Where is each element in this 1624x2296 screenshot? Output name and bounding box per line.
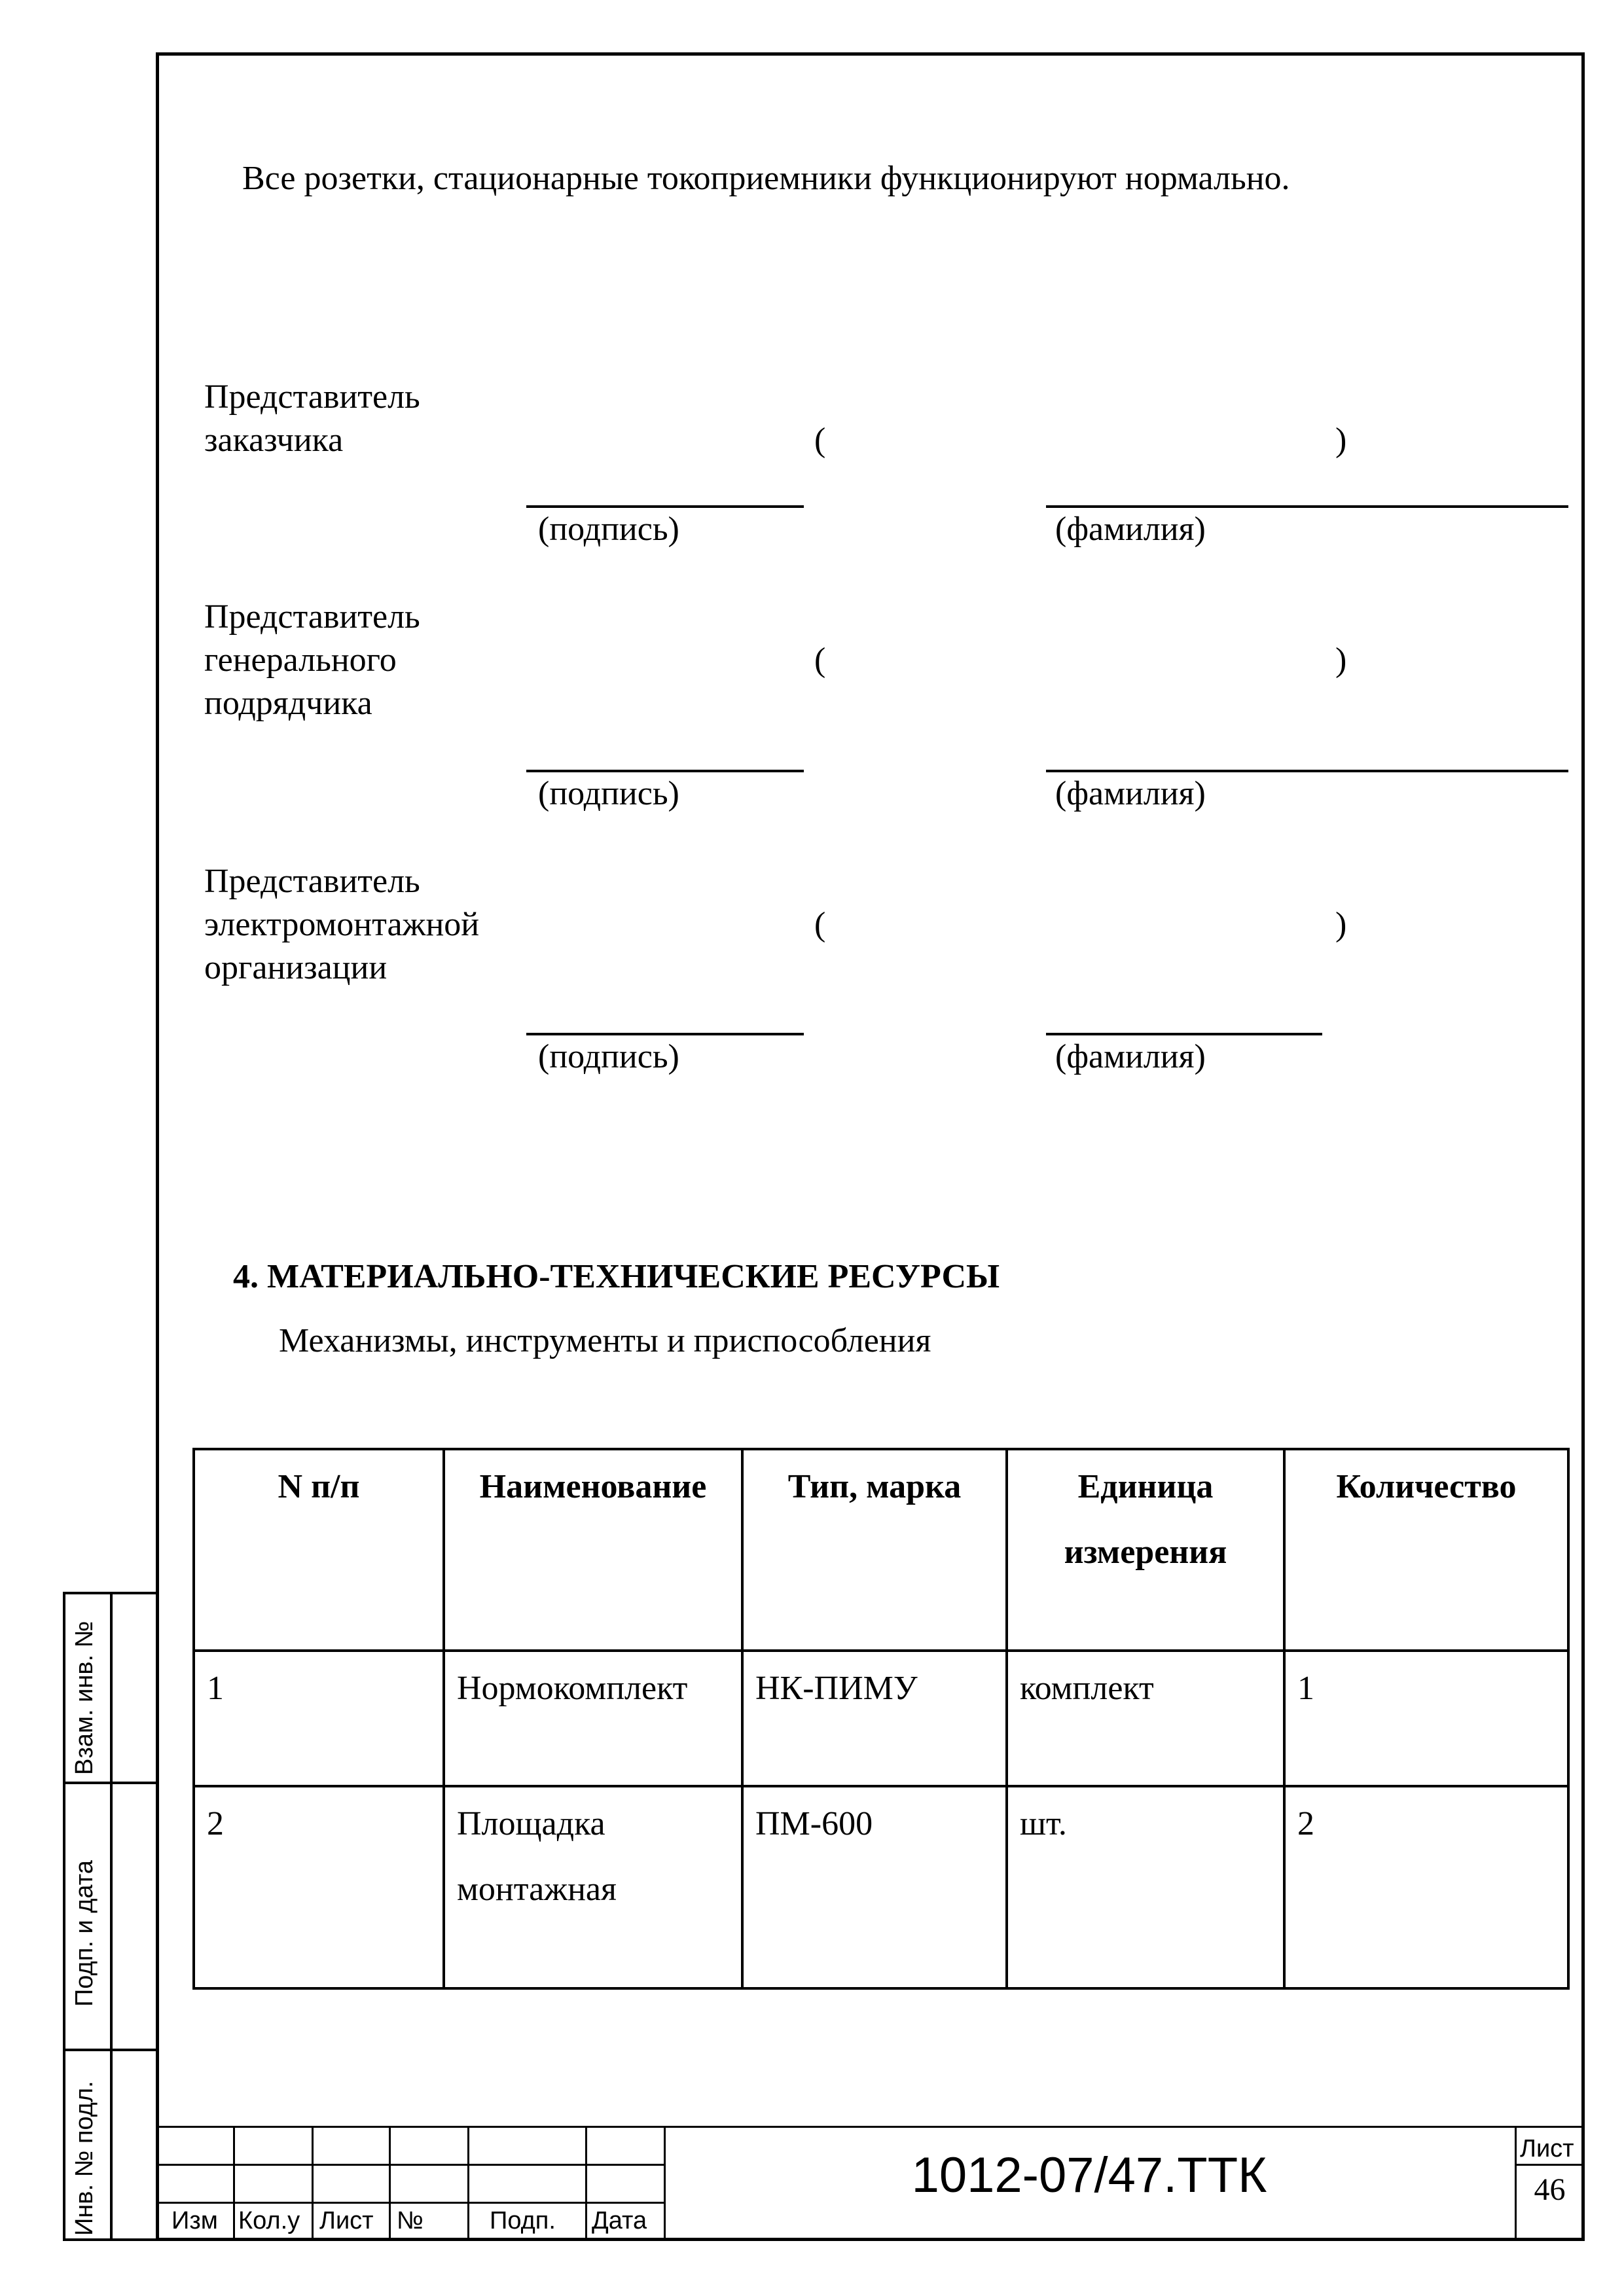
side-stamp-divider	[110, 1592, 113, 2241]
resources-table	[192, 1448, 1570, 1990]
role-line: подрядчика	[204, 685, 372, 722]
column-header: Наименование	[444, 1449, 742, 1651]
column-header: Единица измерения	[1007, 1449, 1284, 1651]
table-cell: НК-ПИМУ	[742, 1651, 1007, 1786]
section-heading: 4. МАТЕРИАЛЬНО-ТЕХНИЧЕСКИЕ РЕСУРСЫ	[233, 1258, 1000, 1295]
table-cell: Нормокомплект	[444, 1651, 742, 1786]
section-subheading: Механизмы, инструменты и приспособления	[279, 1322, 931, 1359]
role-line: заказчика	[204, 422, 344, 459]
role-line: Представитель	[204, 863, 420, 900]
signature-caption: (подпись)	[538, 1038, 679, 1075]
table-header-row	[194, 1449, 1568, 1651]
col-label-count: Кол.у	[238, 2207, 300, 2234]
title-block-rule	[233, 2126, 235, 2241]
col-label-number: №	[397, 2207, 424, 2234]
table-cell: комплект	[1007, 1651, 1284, 1786]
original-inventory-label: Инв. № подл.	[71, 2081, 98, 2236]
table-cell: 2	[194, 1786, 444, 1988]
signature-caption: (подпись)	[538, 775, 679, 812]
column-header: Количество	[1284, 1449, 1568, 1651]
col-label-date: Дата	[592, 2207, 647, 2234]
signature-caption: (подпись)	[538, 511, 679, 548]
table-cell: 1	[194, 1651, 444, 1786]
document-code: 1012-07/47.ТТК	[911, 2147, 1267, 2203]
open-paren: (	[814, 906, 826, 943]
table-cell: шт.	[1007, 1786, 1284, 1988]
role-line: Представитель	[204, 598, 420, 636]
role-line: организации	[204, 949, 388, 986]
surname-caption: (фамилия)	[1055, 775, 1206, 812]
surname-caption: (фамилия)	[1055, 511, 1206, 548]
col-label-signature: Подп.	[490, 2207, 556, 2234]
role-line: электромонтажной	[204, 906, 480, 943]
replacement-inventory-label: Взам. инв. №	[71, 1621, 98, 1775]
column-header: Тип, марка	[742, 1449, 1007, 1651]
column-header: N п/п	[194, 1449, 444, 1651]
close-paren: )	[1335, 641, 1347, 679]
table-row	[194, 1651, 1568, 1786]
close-paren: )	[1335, 422, 1347, 459]
intro-text: Все розетки, стационарные токоприемники функционируют нормально.	[242, 160, 1290, 197]
open-paren: (	[814, 641, 826, 679]
role-line: Представитель	[204, 378, 420, 416]
title-block-rule	[467, 2126, 469, 2241]
table-cell: ПМ-600	[742, 1786, 1007, 1988]
title-block-rule	[585, 2126, 587, 2241]
surname-caption: (фамилия)	[1055, 1038, 1206, 1075]
title-block-border	[156, 2126, 1585, 2128]
title-block-rule	[1515, 2164, 1585, 2166]
title-block-rule	[156, 2202, 664, 2204]
sheet-number: 46	[1534, 2172, 1566, 2207]
title-block-rule	[389, 2126, 391, 2241]
signature-date-label: Подп. и дата	[71, 1860, 98, 2007]
sheet-label: Лист	[1520, 2135, 1574, 2162]
col-label-change: Изм	[171, 2207, 218, 2234]
table-cell: 2	[1284, 1786, 1568, 1988]
col-label-sheet: Лист	[319, 2207, 374, 2234]
close-paren: )	[1335, 906, 1347, 943]
open-paren: (	[814, 422, 826, 459]
table-row	[194, 1786, 1568, 1988]
table-cell: 1	[1284, 1651, 1568, 1786]
title-block-rule	[156, 2164, 664, 2166]
role-line: генерального	[204, 641, 397, 679]
title-block-rule	[312, 2126, 314, 2241]
table-cell: Площадка монтажная	[444, 1786, 742, 1988]
